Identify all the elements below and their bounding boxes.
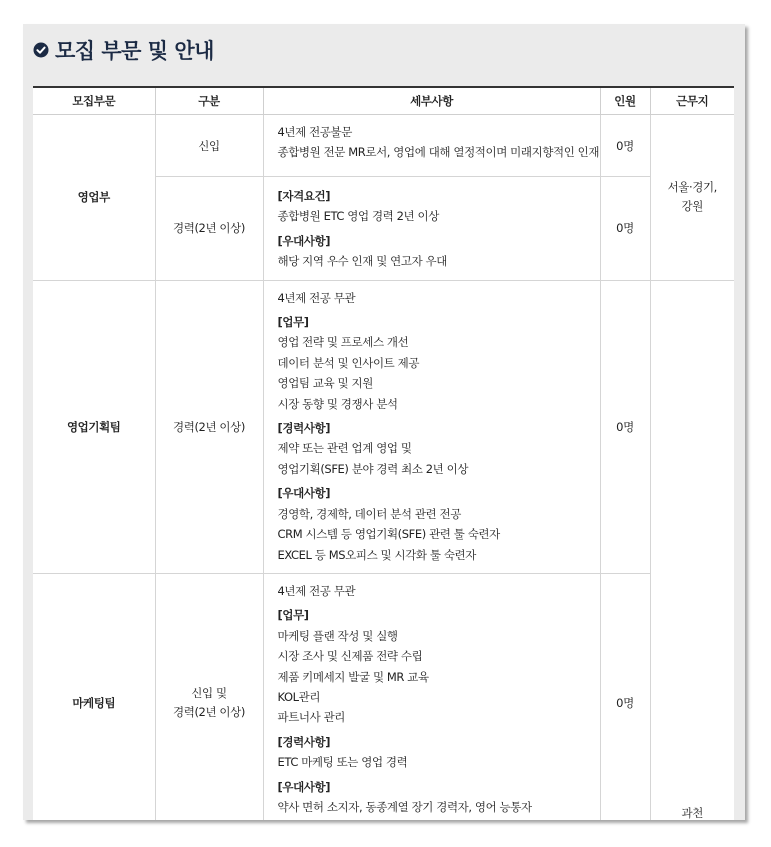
detail-line: 영업 전략 및 프로세스 개선 [277,335,409,350]
count-cell: 0명 [600,177,650,281]
detail-line: 종합병원 ETC 영업 경력 2년 이상 [277,209,439,224]
detail-line: 제품 키메세지 발굴 및 MR 교육 [277,669,429,684]
detail-line: 약사 면허 소지자, 동종계열 장기 경력자, 영어 능통자 [277,799,532,814]
dept-cell: 마케팅팀 [33,573,155,820]
detail-heading: [자격요건] [277,189,331,203]
detail-line: 해당 지역 우수 인재 및 연고자 우대 [277,254,447,269]
type-text: 신입 및 경력(2년 이상) [173,686,245,720]
type-cell [155,573,263,820]
detail-line: 파트너사 관리 [277,710,346,725]
detail-line: 4년제 전공 무관 [277,290,356,305]
location-cell [650,280,734,820]
header-count: 인원 [600,87,650,115]
detail-heading: [업무] [277,608,309,623]
dept-cell: 영업부 [33,115,155,281]
type-cell: 신입 [155,115,263,177]
detail-line: 4년제 전공 무관 [277,583,356,598]
header-type: 구분 [155,87,263,115]
count-cell: 0명 [600,280,650,573]
dept-cell: 영업기획팀 [33,280,155,573]
table-row [33,573,734,820]
details-cell [263,115,600,177]
section-title [33,36,214,64]
detail-heading: [우대사항] [277,779,331,794]
detail-line: 영업팀 교육 및 지원 [277,376,373,391]
detail-line: ETC 마케팅 또는 영업 경력 [277,755,408,770]
detail-line: 시장 동향 및 경쟁사 분석 [277,396,398,411]
detail-line: KOL관리 [277,689,321,704]
detail-line: 마케팅 플랜 작성 및 실행 [277,628,398,643]
detail-line: 시장 조사 및 신제품 전략 수립 [277,649,423,664]
detail-line: 경영학, 경제학, 데이터 분석 관련 전공 [277,506,461,521]
detail-line: 영업기획(SFE) 분야 경력 최소 2년 이상 [277,461,469,476]
check-circle-icon [33,42,49,58]
detail-line: EXCEL 등 MS오피스 및 시각화 툴 숙련자 [277,547,476,562]
table-header-row [33,87,734,115]
location-text: 서울·경기, 강원 [667,180,717,214]
header-details: 세부사항 [263,87,600,115]
detail-line: 종합병원 전문 MR로서, 영업에 대해 열정적이며 미래지향적인 인재 [277,145,600,160]
location-cell [650,115,734,281]
location-text: 과천 [681,805,703,820]
table-row [33,115,734,177]
count-cell: 0명 [600,115,650,177]
type-cell: 경력(2년 이상) [155,177,263,281]
count-cell: 0명 [600,573,650,820]
header-location: 근무지 [650,87,734,115]
recruitment-table [33,86,734,820]
detail-heading: [업무] [277,315,309,330]
page-title: 모집 부문 및 안내 [55,39,214,63]
detail-heading: [경력사항] [277,734,331,749]
recruitment-panel [23,24,745,820]
details-cell [263,573,600,820]
type-cell: 경력(2년 이상) [155,280,263,573]
detail-line: 데이터 분석 및 인사이트 제공 [277,355,420,370]
details-cell [263,280,600,573]
detail-heading: [우대사항] [277,233,331,248]
table-row [33,280,734,573]
detail-heading: [우대사항] [277,486,331,501]
detail-line: 4년제 전공불문 [277,125,352,139]
detail-line: 제약 또는 관련 업계 영업 및 [277,441,412,456]
detail-heading: [경력사항] [277,421,331,436]
detail-line: CRM 시스템 등 영업기획(SFE) 관련 툴 숙련자 [277,527,500,542]
header-dept: 모집부문 [33,87,155,115]
details-cell [263,177,600,281]
